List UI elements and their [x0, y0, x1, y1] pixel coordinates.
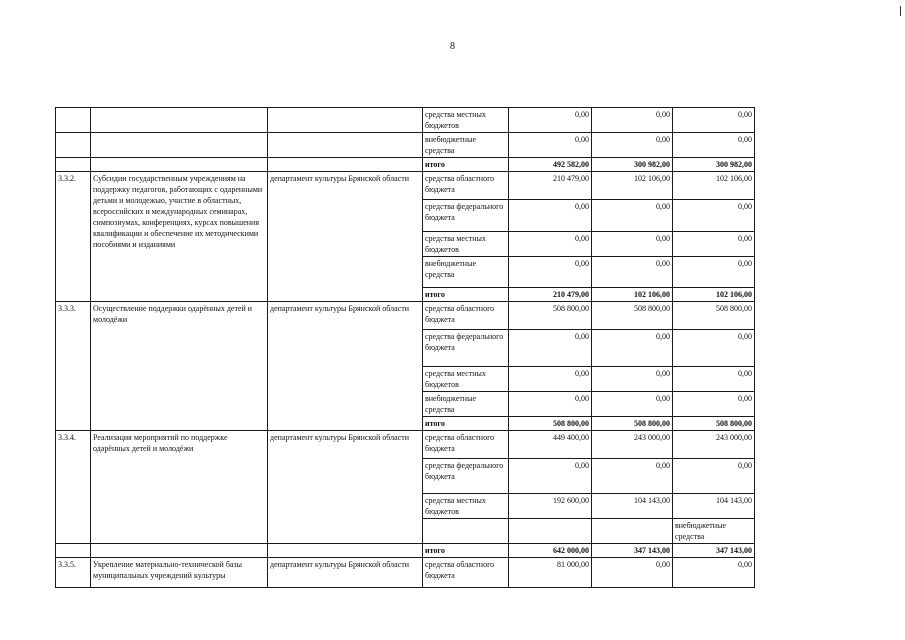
executor-cell: департамент культуры Брянской области	[268, 431, 423, 544]
funding-source-cell: итого	[423, 288, 509, 302]
amount-cell-year-2: 300 982,00	[592, 158, 673, 172]
executor-cell	[592, 519, 673, 544]
amount-cell-year-1: 0,00	[509, 200, 592, 232]
item-number-cell	[56, 158, 91, 172]
funding-source-cell: средства местных бюджетов	[423, 108, 509, 133]
amount-cell-year-2: 243 000,00	[592, 431, 673, 459]
amount-cell-year-2: 102 106,00	[592, 172, 673, 200]
amount-cell-year-3: 104 143,00	[673, 494, 755, 519]
budget-table-body	[56, 108, 755, 588]
item-name-cell: Субсидии государственным учреждениям на поддержку педагогов, работающих с одаренными детьми и молодежью, участие в областных, всероссийских и международных семинарах, симпозиумах, конференциях, курсах повышения квалификации и обеспечение их методическими пособиями и изданиями	[91, 172, 268, 302]
amount-cell-year-1: 0,00	[509, 133, 592, 158]
amount-cell-year-1: 0,00	[509, 367, 592, 392]
amount-cell-year-1: 192 600,00	[509, 494, 592, 519]
funding-source-cell: средства областного бюджета	[423, 172, 509, 200]
amount-cell-year-3: 300 982,00	[673, 158, 755, 172]
table-row	[56, 108, 755, 133]
funding-source-cell: средства местных бюджетов	[423, 232, 509, 257]
item-name-cell: Реализация мероприятий по поддержке одарённых детей и молодёжи	[91, 431, 268, 544]
item-number-cell	[56, 544, 91, 558]
amount-cell-year-1: 449 400,00	[509, 431, 592, 459]
funding-source-cell: итого	[423, 158, 509, 172]
amount-cell-year-2: 0,00	[592, 232, 673, 257]
executor-cell	[268, 544, 423, 558]
executor-cell	[268, 133, 423, 158]
amount-cell-year-3: 0,00	[673, 459, 755, 494]
funding-source-cell: средства областного бюджета	[423, 558, 509, 588]
funding-source-cell: итого	[423, 417, 509, 431]
item-name-cell	[91, 108, 268, 133]
funding-source-cell: средства областного бюджета	[423, 302, 509, 330]
amount-cell-year-3: 0,00	[673, 367, 755, 392]
amount-cell-year-2: 0,00	[592, 200, 673, 232]
amount-cell-year-3: 0,00	[673, 558, 755, 588]
amount-cell-year-3: 347 143,00	[673, 544, 755, 558]
amount-cell-year-3: 0,00	[673, 200, 755, 232]
amount-cell-year-1: 210 479,00	[509, 172, 592, 200]
executor-cell: департамент культуры Брянской области	[268, 302, 423, 431]
item-number-cell	[423, 519, 509, 544]
funding-source-cell: внебюджетные средства	[673, 519, 755, 544]
amount-cell-year-2: 0,00	[592, 392, 673, 417]
amount-cell-year-2: 0,00	[592, 257, 673, 288]
amount-cell-year-2: 104 143,00	[592, 494, 673, 519]
funding-source-cell: внебюджетные средства	[423, 392, 509, 417]
amount-cell-year-3: 508 800,00	[673, 417, 755, 431]
executor-cell	[268, 108, 423, 133]
funding-source-cell: средства федерального бюджета	[423, 459, 509, 494]
item-name-cell	[91, 158, 268, 172]
amount-cell-year-1: 0,00	[509, 330, 592, 367]
funding-source-cell: внебюджетные средства	[423, 257, 509, 288]
funding-source-cell: средства областного бюджета	[423, 431, 509, 459]
amount-cell-year-2: 0,00	[592, 558, 673, 588]
item-name-cell	[509, 519, 592, 544]
amount-cell-year-3: 508 800,00	[673, 302, 755, 330]
amount-cell-year-1: 0,00	[509, 459, 592, 494]
amount-cell-year-3: 243 000,00	[673, 431, 755, 459]
amount-cell-year-2: 0,00	[592, 108, 673, 133]
executor-cell: департамент культуры Брянской области	[268, 172, 423, 302]
item-name-cell: Осуществление поддержки одарённых детей и молодёжи	[91, 302, 268, 431]
amount-cell-year-2: 102 106,00	[592, 288, 673, 302]
amount-cell-year-2: 347 143,00	[592, 544, 673, 558]
executor-cell: департамент культуры Брянской области	[268, 558, 423, 588]
amount-cell-year-1: 0,00	[509, 108, 592, 133]
page-number: 8	[450, 41, 455, 52]
amount-cell-year-3: 0,00	[673, 392, 755, 417]
funding-source-cell: средства местных бюджетов	[423, 367, 509, 392]
amount-cell-year-1: 0,00	[509, 392, 592, 417]
executor-cell	[268, 158, 423, 172]
funding-source-cell: средства федерального бюджета	[423, 200, 509, 232]
amount-cell-year-2: 0,00	[592, 367, 673, 392]
amount-cell-year-3: 0,00	[673, 108, 755, 133]
amount-cell-year-1: 0,00	[509, 257, 592, 288]
amount-cell-year-3: 0,00	[673, 330, 755, 367]
scan-edge-mark	[900, 6, 901, 16]
amount-cell-year-2: 0,00	[592, 133, 673, 158]
item-number-cell: 3.3.2.	[56, 172, 91, 302]
item-name-cell	[91, 544, 268, 558]
amount-cell-year-1: 0,00	[509, 232, 592, 257]
item-name-cell: Укрепление материально-технической базы муниципальных учреждений культуры	[91, 558, 268, 588]
table-total-row	[56, 544, 755, 558]
amount-cell-year-3: 0,00	[673, 232, 755, 257]
amount-cell-year-2: 0,00	[592, 330, 673, 367]
table-row	[56, 302, 755, 330]
amount-cell-year-2: 508 800,00	[592, 302, 673, 330]
amount-cell-year-3: 0,00	[673, 133, 755, 158]
table-row	[56, 133, 755, 158]
item-number-cell: 3.3.3.	[56, 302, 91, 431]
item-number-cell: 3.3.4.	[56, 431, 91, 544]
table-row	[56, 558, 755, 588]
amount-cell-year-1: 642 000,00	[509, 544, 592, 558]
table-row	[56, 431, 755, 459]
item-name-cell	[91, 133, 268, 158]
amount-cell-year-3: 102 106,00	[673, 172, 755, 200]
amount-cell-year-3: 102 106,00	[673, 288, 755, 302]
item-number-cell	[56, 133, 91, 158]
amount-cell-year-1: 492 582,00	[509, 158, 592, 172]
table-row	[56, 172, 755, 200]
funding-source-cell: средства местных бюджетов	[423, 494, 509, 519]
amount-cell-year-2: 0,00	[592, 459, 673, 494]
amount-cell-year-1: 508 800,00	[509, 417, 592, 431]
amount-cell-year-1: 508 800,00	[509, 302, 592, 330]
amount-cell-year-1: 210 479,00	[509, 288, 592, 302]
amount-cell-year-3: 0,00	[673, 257, 755, 288]
funding-source-cell: итого	[423, 544, 509, 558]
funding-source-cell: внебюджетные средства	[423, 133, 509, 158]
budget-table	[55, 107, 755, 588]
item-number-cell: 3.3.5.	[56, 558, 91, 588]
amount-cell-year-2: 508 800,00	[592, 417, 673, 431]
funding-source-cell: средства федерального бюджета	[423, 330, 509, 367]
amount-cell-year-1: 81 000,00	[509, 558, 592, 588]
item-number-cell	[56, 108, 91, 133]
table-total-row	[56, 158, 755, 172]
